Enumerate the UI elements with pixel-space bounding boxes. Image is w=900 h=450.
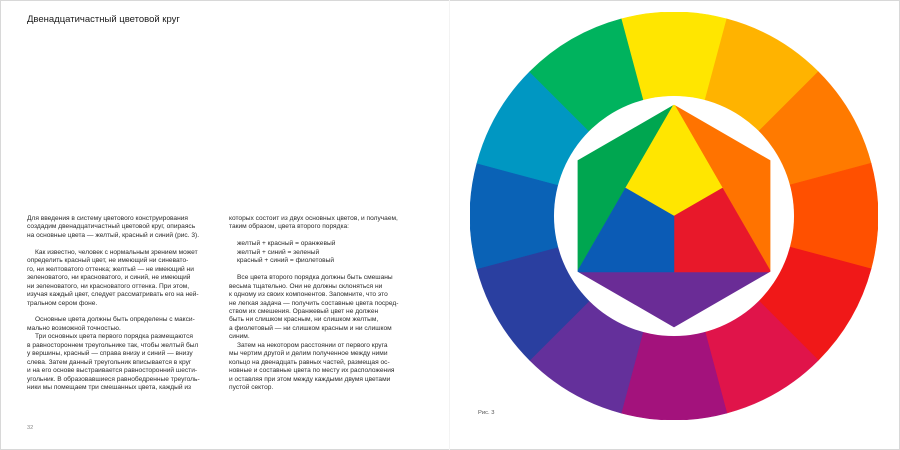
text-line: слева. Затем данный треугольник вписывается в круг — [27, 358, 192, 366]
text-line: пустой сектор. — [229, 384, 274, 392]
text-line: кольцо на двенадцать равных частей, размещая ос- — [229, 358, 390, 366]
text-line: Затем на некотором расстоянии от первого круга — [237, 341, 388, 349]
page-number: 32 — [27, 425, 34, 431]
text-line: Для введения в систему цветового конструирования — [27, 215, 188, 222]
text-line: новные и составные цвета по месту их расположения — [229, 367, 395, 375]
book-gutter — [449, 0, 450, 450]
text-line: желтый + красный = оранжевый — [237, 240, 336, 248]
text-line: к одному из своих компонентов. Запомните, что это — [229, 291, 388, 299]
page-title: Двенадцатичастный цветовой круг — [27, 14, 180, 25]
text-line: и на его основе выстраивается равносторонний шести- — [27, 367, 198, 375]
text-line: Все цвета второго порядка должны быть смешаны — [237, 274, 393, 282]
text-line: изучая каждый цвет, следует рассматривать его на ней- — [27, 291, 199, 299]
text-line: определить красный цвет, не имеющий ни синевато- — [27, 257, 189, 265]
text-line: на основные цвета — желтый, красный и синий (рис. 3). — [27, 231, 200, 239]
text-line: и оставляя при этом между каждыми двумя цветами — [229, 375, 391, 383]
text-line: ством их смешения. Оранжевый цвет не должен — [229, 307, 379, 315]
text-line: ни зеленоватого, ни красноватого оттенка. При этом, — [27, 282, 190, 290]
color-wheel-figure — [470, 12, 878, 420]
text-column-left — [27, 215, 222, 392]
text-line: которых состоит из двух основных цветов, и получаем, — [229, 215, 398, 222]
text-line: Как известно, человек с нормальным зрением может — [35, 248, 198, 256]
text-line: красный + синий = фиолетовый — [237, 257, 335, 265]
figure-caption: Рис. 3 — [478, 410, 495, 416]
text-line: ники мы помещаем три смешанных цвета, каждый из — [27, 384, 192, 392]
text-line: тральном сером фоне. — [27, 299, 98, 307]
text-line: желтый + синий = зеленый — [237, 248, 320, 256]
text-line: у вершины, красный — справа внизу и синий — внизу — [27, 350, 193, 358]
text-line: угольник. В образовавшиеся равнобедренные треуголь- — [27, 375, 200, 383]
text-line: не легкая задача — получить составные цвета посред- — [229, 299, 399, 307]
text-line: го, ни желтоватого оттенка; желтый — не имеющий ни — [27, 265, 194, 273]
text-line: а фиолетовый — ни слишком красным и ни слишком — [229, 324, 392, 332]
text-line: быть ни слишком красным, ни слишком желтым, — [229, 316, 379, 324]
text-line: Основные цвета должны быть определены с макси- — [35, 316, 195, 324]
text-line: Три основных цвета первого порядка размещаются — [35, 333, 193, 341]
text-line: в равностороннем треугольнике так, чтобы желтый был — [27, 341, 199, 349]
text-line: зеленоватого, ни красноватого, и синий, не имеющий — [27, 274, 191, 282]
text-line — [229, 266, 429, 274]
text-line: создадим двенадцатичастный цветовой круг, опираясь — [27, 223, 196, 231]
text-line: весьма тщательно. Они не должны склоняться ни — [229, 282, 383, 290]
text-line: мально возможной точностью. — [27, 324, 121, 332]
text-column-right — [229, 215, 429, 392]
text-line — [27, 240, 222, 248]
text-line: мы чертим другой и делим полученное между ними — [229, 350, 388, 358]
text-line: таким образом, цвета второго порядка: — [229, 223, 350, 231]
text-line: синим. — [229, 333, 250, 341]
